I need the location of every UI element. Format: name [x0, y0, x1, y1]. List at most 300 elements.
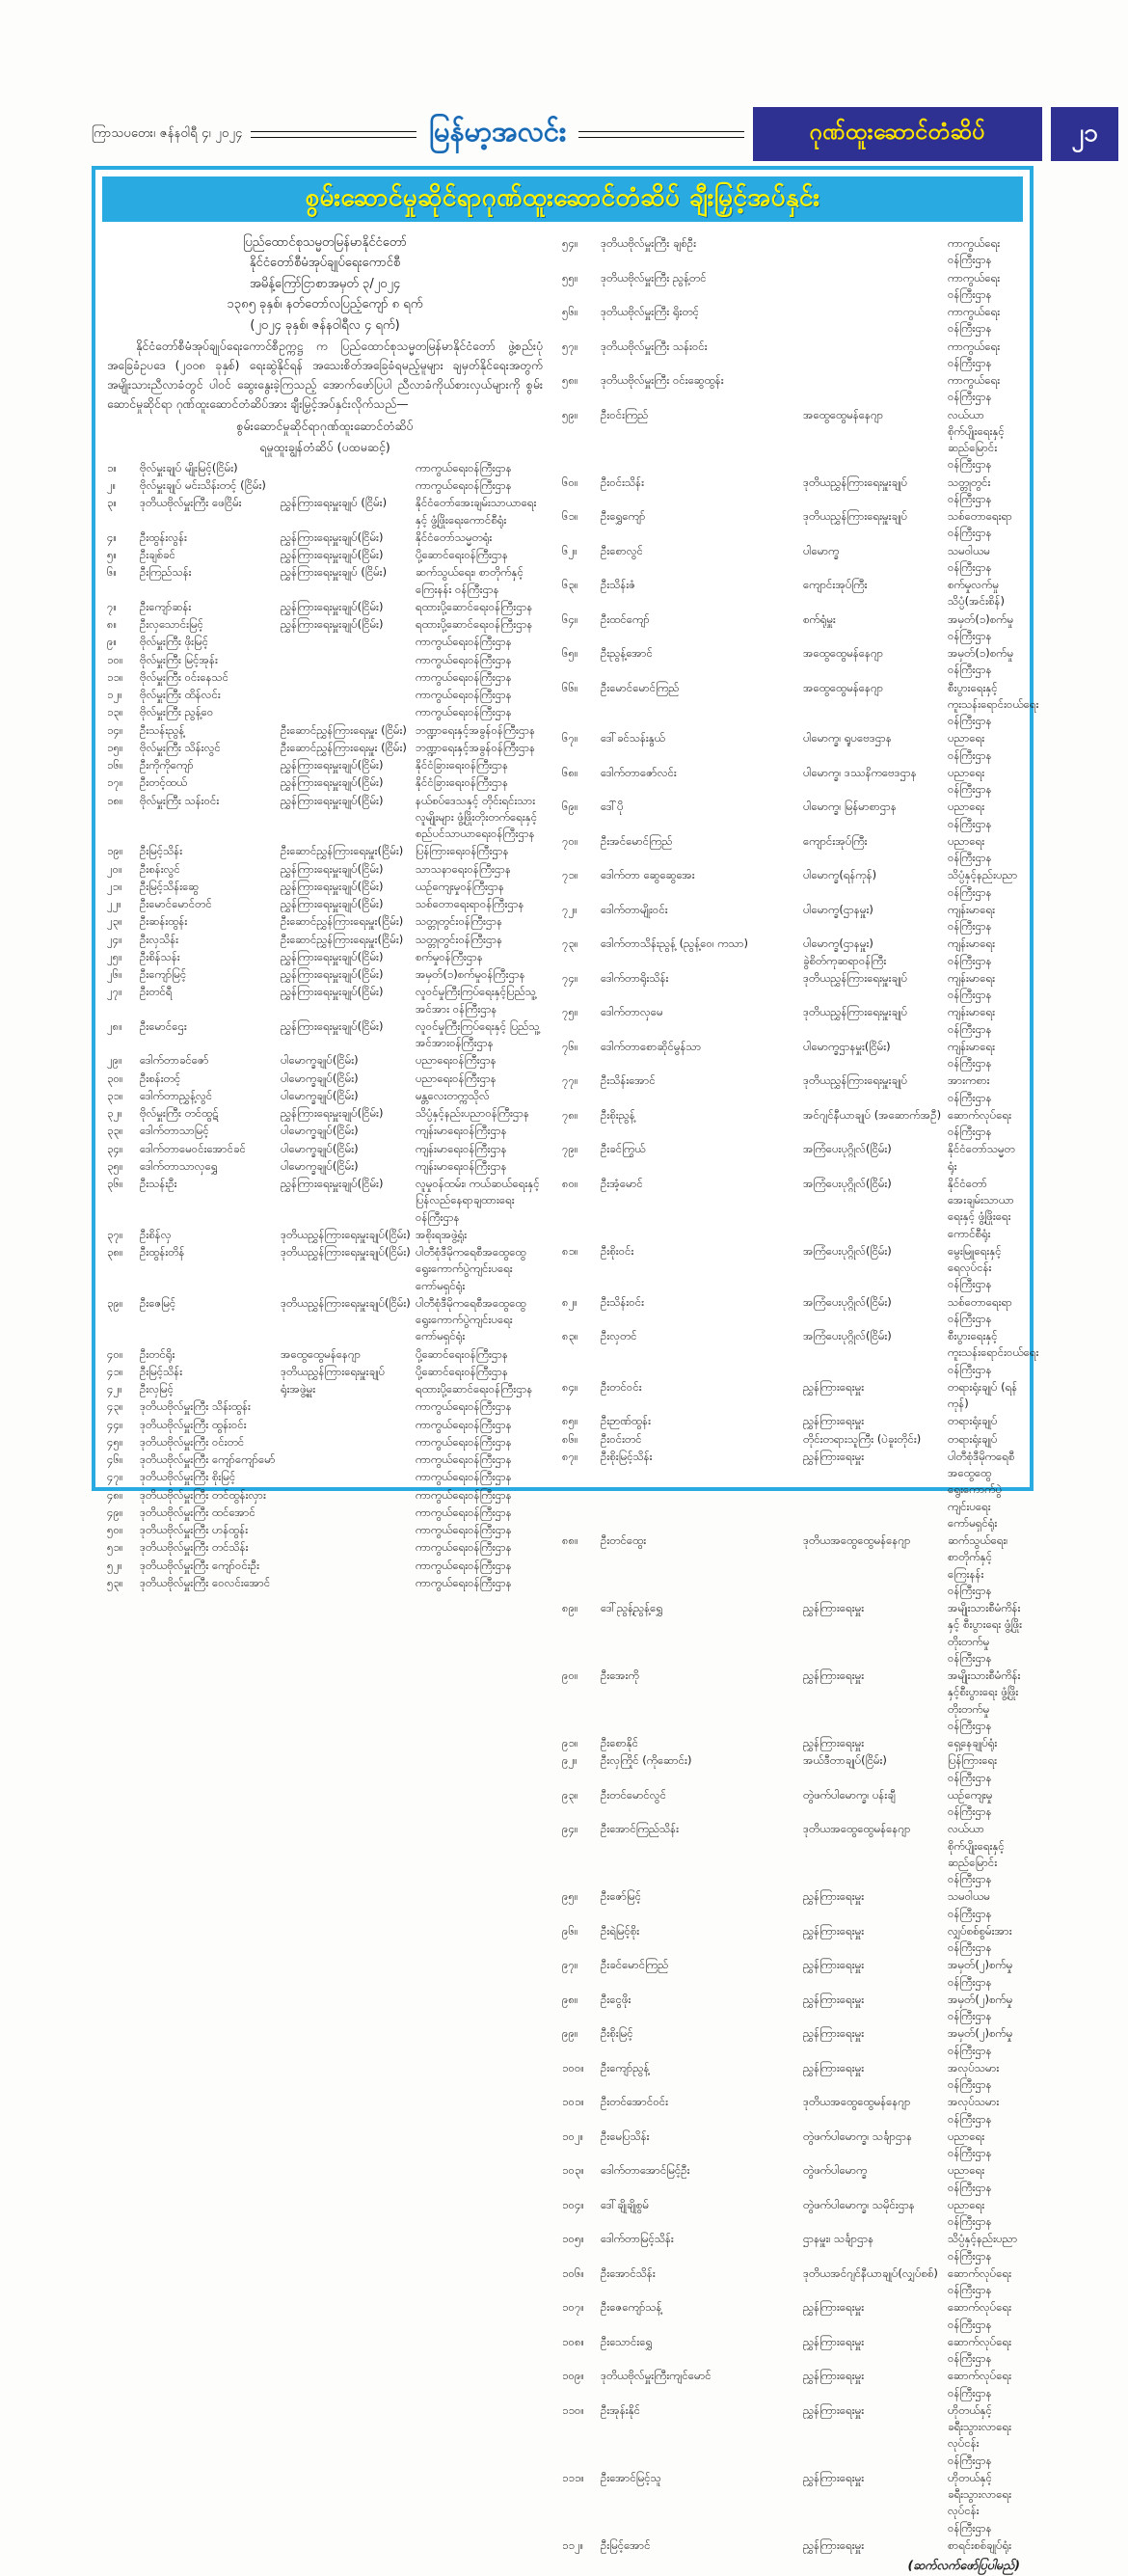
recipient-number: ၈၄။ — [562, 1379, 578, 1394]
recipient-name: ဦးစိုးဝင်း — [601, 1243, 634, 1258]
recipient-title: ညွှန်ကြားရေးမှူးချုပ်(ငြိမ်း) — [281, 861, 384, 876]
recipient-org: နိုင်ငံခြားရေးဝန်ကြီးဌာန — [416, 775, 509, 790]
recipient-row — [562, 867, 1022, 901]
recipient-number: ၁၉။ — [107, 844, 123, 858]
recipient-name: ဦးဇော်မြင့် — [601, 1889, 641, 1904]
recipient-title: ဦးဆောင်ညွှန်ကြားရေးမှူး (ငြိမ်း) — [281, 722, 407, 737]
recipient-org: ရှေ့နေချုပ်ရုံး — [948, 1736, 998, 1749]
recipient-org: ဆက်သွယ်ရေး၊ စာတိုက်နှင့် ကြေးနန်း ဝန်ကြီးဌာန — [416, 565, 524, 596]
recipient-org: အမှတ်(၁)စက်မှုဝန်ကြီးဌာန — [416, 967, 525, 982]
recipient-title: ညွှန်ကြားရေးမှူးချုပ်(ငြိမ်း) — [281, 949, 384, 963]
recipient-title: ဒုတိယညွှန်ကြားရေးမှူးချုပ် — [803, 1005, 908, 1019]
recipient-title: ညွှန်ကြားရေးမှူး — [803, 1992, 865, 2006]
recipient-name: ဦးတင်ရီ — [140, 985, 173, 999]
recipient-number: ၇၁။ — [562, 868, 578, 882]
recipient-row — [562, 1379, 1022, 1413]
recipient-org: ပညာရေးဝန်ကြီးဌာန — [948, 2129, 992, 2159]
recipient-number: ၄။ — [107, 529, 117, 544]
recipient-org: သမဝါယမဝန်ကြီးဌာန — [948, 1889, 992, 1920]
recipient-number: ၇၂။ — [562, 902, 577, 916]
recipient-row — [562, 1787, 1022, 1821]
recipient-org: အမှတ်(၂)စက်မှုဝန်ကြီးဌာန — [948, 1958, 1013, 1989]
recipient-org: သိပ္ပံနှင့်နည်းပညာဝန်ကြီးဌာန — [948, 2232, 1018, 2263]
recipient-name: ဦးသိန်းအောင် — [601, 1073, 656, 1088]
recipient-title: ညွှန်ကြားရေးမှူးချုပ်(ငြိမ်း) — [281, 758, 384, 773]
recipient-row — [562, 1888, 1022, 1922]
recipient-title: ညွှန်ကြားရေးမှူး — [803, 2470, 865, 2484]
recipient-number: ၁၀၇။ — [562, 2300, 584, 2315]
recipient-number: ၁၀။ — [107, 652, 123, 666]
recipient-name: ဒုတိယဗိုလ်မှူးကြီး ညွန့်တင် — [601, 270, 707, 285]
recipient-number: ၁၄။ — [107, 722, 123, 737]
recipient-number: ၆၆။ — [562, 680, 578, 694]
recipient-org: ကာကွယ်ရေးဝန်ကြီးဌာန — [416, 635, 512, 649]
header-rule-left — [251, 131, 416, 138]
recipient-title: အထွေထွေမန်နေဂျာ — [803, 680, 884, 694]
recipient-title: ညွှန်ကြားရေးမှူးချုပ်(ငြိမ်း) — [281, 897, 384, 911]
recipient-number: ၆၂။ — [562, 543, 577, 557]
recipient-org: စက်မှုဝန်ကြီးဌာန — [416, 949, 483, 963]
recipient-row — [562, 407, 1022, 474]
recipient-org: ကျန်းမာရေးဝန်ကြီးဌာန — [416, 1158, 507, 1173]
recipient-title: ပါမောက္ခဌာနမှူး(ငြိမ်း) — [803, 1039, 891, 1053]
recipient-title — [281, 477, 412, 494]
recipient-title: ညွှန်ကြားရေးမှူး — [803, 1958, 865, 1972]
recipient-row — [107, 1417, 543, 1433]
recipient-name: ဦးစိန်လှ — [140, 1227, 172, 1241]
recipient-org: ပါတီစုံဒီမိုကရေစီအထွေထွေ ရွေးကောက်ပွဲကျင်းပရေးကော်မရှင်ရုံး — [416, 1245, 526, 1292]
recipient-name: ဦးဆန်းထွန်း — [140, 914, 188, 929]
recipient-name: ဒုတိယဗိုလ်မှူးကြီး ချစ်ဦး — [601, 236, 697, 250]
recipient-org: ပို့ဆောင်ရေးဝန်ကြီးဌာန — [416, 1346, 508, 1361]
recipient-row — [107, 984, 543, 1017]
recipient-org: ကျန်းမာရေးဝန်ကြီးဌာန — [416, 1124, 507, 1138]
recipient-org: ရထားပို့ဆောင်ရေးဝန်ကြီးဌာန — [416, 599, 533, 613]
recipient-name: ဗိုလ်မှူးကြီး ညွန့်ဝေ — [140, 705, 214, 719]
recipient-number: ၄၁။ — [107, 1364, 123, 1378]
recipient-name: ဒုတိယဗိုလ်မှူးကြီး ကျော်ဝင်းဦး — [140, 1558, 260, 1572]
recipient-org: နယ်စပ်ဒေသနှင့် တိုင်းရင်းသား လူမျိုးများ ဖွံ့ဖြိုးတိုးတက်ရေးနှင့် စည်ပင်သာယာရေးဝန်ကြီးဌာန — [416, 793, 538, 841]
recipient-org: ဆက်သွယ်ရေး၊ စာတိုက်နှင့် ကြေးနန်း ဝန်ကြီးဌာန — [948, 1533, 1008, 1597]
recipient-row — [107, 793, 543, 843]
recipient-row — [562, 577, 1022, 610]
recipient-org: ပညာရေးဝန်ကြီးဌာန — [948, 765, 992, 796]
recipient-name: ဒေါက်တာ ဆွေဆွေအေး — [601, 868, 695, 882]
recipient-title: တွဲဖက်ပါမောက္ခ၊ သမိုင်းဌာန — [803, 2197, 915, 2211]
recipient-number: ၁၀၂။ — [562, 2129, 584, 2143]
recipient-number: ၈၇။ — [562, 1449, 578, 1463]
recipient-row — [107, 616, 543, 633]
recipient-title: ညွှန်ကြားရေးမှူး — [803, 1923, 865, 1938]
recipient-title: ညွှန်ကြားရေးမှူးချုပ်(ငြိမ်း) — [281, 617, 384, 632]
recipient-title: ဦးဆောင်ညွှန်ကြားရေးမှူး(ငြိမ်း) — [281, 844, 404, 858]
recipient-row — [562, 1821, 1022, 1887]
recipient-row — [562, 508, 1022, 542]
recipient-name: ဒေါက်တာညွှန့်လွင် — [140, 1088, 213, 1102]
recipient-number: ၆၄။ — [562, 611, 578, 626]
recipient-row — [562, 1294, 1022, 1328]
recipient-number: ၂၆။ — [107, 967, 122, 982]
recipient-name: ဦးစိုးမြင့်သိန်း — [601, 1449, 653, 1463]
recipient-name: ဦးမြင့်အောင် — [601, 2537, 651, 2552]
recipient-org: စက်မှုလက်မှုသိပ္ပံ(အင်းစိန်) — [948, 578, 1005, 609]
recipient-row — [107, 1244, 543, 1294]
recipient-name: ဒေါက်တာခင်ဇော် — [140, 1053, 209, 1068]
recipient-title: တွဲဖက်ပါမောက္ခ — [803, 2163, 868, 2178]
section-label: ဂုဏ်ထူးဆောင်တံဆိပ် — [809, 120, 986, 145]
recipient-number: ၇၄။ — [562, 970, 578, 985]
recipient-name: ဦးလှသိန်း — [140, 932, 179, 946]
recipient-org: ပညာရေးဝန်ကြီးဌာန — [948, 833, 992, 864]
recipient-name: ဦးလှတင် — [601, 1329, 637, 1342]
recipient-org: ကာကွယ်ရေးဝန်ကြီးဌာန — [416, 1558, 512, 1572]
recipient-row — [107, 634, 543, 650]
recipient-row — [562, 1072, 1022, 1106]
recipient-org: ပြန်ကြားရေးဝန်ကြီးဌာန — [416, 844, 509, 858]
recipient-number: ၅၁။ — [107, 1540, 123, 1555]
recipient-row — [107, 1071, 543, 1087]
article-frame — [92, 166, 1039, 2572]
article-title: စွမ်းဆောင်မှုဆိုင်ရာဂုဏ်ထူးဆောင်တံဆိပ် ချီးမြှင့်အပ်နှင်း — [305, 183, 820, 212]
recipient-name: ဦးတင်မောင်လွင် — [601, 1787, 666, 1802]
recipient-name: ဦးကျော်ဆန်း — [140, 599, 192, 613]
recipient-name: ဒုတိယဗိုလ်မှူးကြီး ဝင်းတင် — [140, 1434, 245, 1449]
recipient-number: ၁၀၆။ — [562, 2265, 584, 2280]
recipient-org: သတ္တုတွင်းဝန်ကြီးဌာန — [416, 932, 503, 946]
recipient-number: ၉၁။ — [562, 1736, 578, 1749]
recipient-org: ရထားပို့ဆောင်ရေးဝန်ကြီးဌာန — [416, 617, 533, 632]
recipient-number: ၂၅။ — [107, 949, 122, 963]
page-number: ၂၁ — [1071, 118, 1098, 148]
recipient-org: ပညာရေးဝန်ကြီးဌာန — [948, 731, 992, 762]
recipient-number: ၈၃။ — [562, 1329, 578, 1342]
recipient-name: ဒေါ်ညွန့်ညွန့်ရွှေ — [601, 1601, 663, 1614]
recipient-name: ဦးသန်းညွန့် — [140, 722, 185, 737]
recipient-name: ဦးကြည်သန်း — [140, 565, 192, 580]
recipient-title — [281, 1417, 412, 1433]
recipient-row — [562, 935, 1022, 969]
recipient-title: ညွှန်ကြားရေးမှူး — [803, 1889, 865, 1904]
recipient-org: လယ်ယာစိုက်ပျိုးရေးနှင့် ဆည်မြောင်း ဝန်ကြီးဌာန — [948, 407, 1005, 472]
recipient-number: ၅၀။ — [107, 1523, 123, 1537]
recipient-number: ၉၂။ — [562, 1753, 577, 1768]
recipient-row — [562, 1328, 1039, 1378]
recipient-title — [803, 304, 944, 338]
recipient-org: ယဉ်ကျေးမှုဝန်ကြီးဌာန — [416, 879, 504, 893]
recipient-name: ဦးဝင်းတင် — [601, 1431, 642, 1446]
recipient-org: လူမှုဝန်ထမ်း၊ ကယ်ဆယ်ရေးနှင့် ပြန်လည်နေရာချထားရေးဝန်ကြီးဌာန — [416, 1177, 540, 1224]
recipient-row — [562, 1141, 1022, 1175]
recipient-number: ၃၈။ — [107, 1245, 123, 1260]
right-column — [562, 232, 1039, 2576]
recipient-title — [281, 1522, 412, 1538]
recipient-row — [562, 730, 1022, 764]
recipient-row — [562, 2537, 1022, 2554]
recipient-name: ဦးအောင်ကြည်သိန်း — [601, 1822, 680, 1836]
recipient-name: ဦးညွန့်အောင် — [601, 646, 653, 660]
recipient-row — [562, 270, 1022, 304]
recipient-number: ၁၇။ — [107, 775, 123, 790]
recipient-row — [562, 2265, 1022, 2299]
recipient-name: ဦးမြင့်သိန်းဆွေ — [140, 879, 200, 893]
recipient-org: လူဝင်မှုကြီးကြပ်ရေးနှင့်ပြည်သူ့အင်အား ဝန်ကြီးဌာန — [416, 985, 536, 1016]
recipient-title: တွဲဖက်ပါမောက္ခ၊ သင်္ချာဌာန — [803, 2129, 913, 2143]
recipient-row — [107, 1487, 543, 1504]
recipient-name: ဦးမြင့်သိန်း — [140, 1364, 183, 1378]
recipient-title: ညွှန်ကြားရေးမှူးချုပ်(ငြိမ်း) — [281, 793, 384, 807]
recipient-row — [107, 1434, 543, 1451]
recipient-name: ဦးမောင်ဌေး — [140, 1018, 187, 1033]
recipient-org: ပို့ဆောင်ရေးဝန်ကြီးဌာန — [416, 1364, 508, 1378]
recipient-row — [107, 477, 543, 494]
recipient-name: ဒေါက်တာသာလှရွှေ — [140, 1158, 218, 1173]
recipient-row — [562, 611, 1022, 645]
recipient-number: ၈၀။ — [562, 1176, 578, 1190]
recipient-name: ဒုတိယဗိုလ်မှူးကြီး ဖေငြိမ်း — [140, 496, 242, 510]
recipient-row — [107, 1052, 543, 1069]
recipient-title: ဒုတိယအထွေထွေမန်နေဂျာ — [803, 1822, 911, 1836]
recipient-title: ဒုတိယညွှန်ကြားရေးမှူးချုပ် — [281, 1364, 386, 1378]
recipient-title: ညွှန်ကြားရေးမှူးချုပ် (ငြိမ်း) — [281, 565, 388, 580]
recipient-org: ပါတီစုံဒီမိုကရေစီအထွေထွေ ရွေးကောက်ပွဲကျင်းပရေးကော်မရှင်ရုံး — [416, 1295, 526, 1343]
recipient-number: ၁၀၄။ — [562, 2197, 584, 2211]
recipient-title — [803, 372, 944, 406]
recipient-title: ပါမောက္ခချုပ်(ငြိမ်း) — [281, 1124, 359, 1138]
recipient-org: ယဉ်ကျေးမှုဝန်ကြီးဌာန — [948, 1787, 993, 1818]
recipient-title — [281, 1487, 412, 1504]
recipient-title: ညွှန်ကြားရေးမှူး — [803, 2060, 865, 2074]
recipient-title: ဒုတိယညွှန်ကြားရေးမှူးချုပ်(ငြိမ်း) — [281, 1295, 411, 1310]
recipient-row — [562, 543, 1022, 577]
recipient-number: ၅၆။ — [562, 305, 578, 318]
recipient-row — [107, 949, 543, 965]
recipient-name: ဒေါက်တာဇော်လင်း — [601, 765, 677, 779]
recipient-title: ဒုတိယအထွေထွေမန်နေဂျာ — [803, 1533, 911, 1547]
recipient-number: ၃၃။ — [107, 1124, 123, 1138]
recipient-row — [562, 680, 1039, 730]
recipient-org: ဘဏ္ဍာရေးနှင့်အခွန်ဝန်ကြီးဌာန — [416, 740, 536, 754]
recipient-title: ညွှန်ကြားရေးမှူး — [803, 2402, 865, 2417]
recipient-name: ဦးအင်မောင်ကြည် — [601, 833, 673, 848]
recipient-row — [562, 2368, 1022, 2401]
recipient-org: ကာကွယ်ရေးဝန်ကြီးဌာန — [948, 305, 1001, 336]
recipient-title — [281, 460, 412, 476]
recipient-name: ဦးလှကြိုင် (ကိုဆောင်း) — [601, 1753, 692, 1768]
recipient-title: အကြံပေးပုဂ္ဂိုလ်(ငြိမ်း) — [803, 1243, 892, 1258]
recipient-org: ဆောက်လုပ်ရေးဝန်ကြီးဌာန — [948, 2369, 1012, 2400]
recipient-org: ကျန်းမာရေးဝန်ကြီးဌာန — [948, 970, 996, 1001]
recipient-title — [803, 270, 944, 304]
recipient-number: ၃၆။ — [107, 1177, 123, 1191]
recipient-number: ၃၂။ — [107, 1106, 122, 1121]
recipient-number: ၈၈။ — [562, 1533, 578, 1547]
recipient-org: ပညာရေးဝန်ကြီးဌာန — [948, 2163, 992, 2194]
recipient-row — [107, 1539, 543, 1556]
recipient-org: သစ်တောရေးရာဝန်ကြီးဌာန — [416, 897, 524, 911]
recipient-name: ဒုတိယဗိုလ်မှူးကြီး ဟန်ထွန်း — [140, 1523, 249, 1537]
recipient-name: ဒေါ်ခင်သန်းနွယ် — [601, 731, 665, 746]
recipient-title: ဦးဆောင်ညွှန်ကြားရေးမှူး(ငြိမ်း) — [281, 932, 404, 946]
recipient-number: ၉၉။ — [562, 2026, 578, 2041]
recipient-org: အမှတ်(၂)စက်မှုဝန်ကြီးဌာန — [948, 1992, 1013, 2022]
recipient-name: ဒေါက်တာသိန်းညွန့် (ညွန့်ဝေ၊ ကသာ) — [601, 936, 748, 951]
recipient-row — [562, 1735, 1022, 1751]
recipient-number: ၆၉။ — [562, 800, 578, 814]
recipient-number: ၉၃။ — [562, 1787, 578, 1802]
recipient-number: ၈၂။ — [562, 1294, 577, 1309]
recipient-row — [107, 460, 543, 476]
recipient-name: ဦးဝင်းသိန်း — [601, 475, 645, 489]
recipient-title: ညွှန်ကြားရေးမှူးချုပ်(ငြိမ်း) — [281, 967, 384, 982]
recipient-row — [562, 1004, 1022, 1038]
recipient-row — [562, 1957, 1022, 1991]
recipient-name: ဦးလှသောင်းမြင့် — [140, 617, 203, 632]
recipient-row — [107, 1398, 543, 1415]
recipient-org: သတ္တုတွင်းဝန်ကြီးဌာန — [416, 914, 503, 929]
recipient-name: ဒုတိယဗိုလ်မှူးကြီးကျင်မောင် — [601, 2369, 712, 2383]
recipient-row — [562, 2060, 1022, 2094]
recipient-list-right — [562, 235, 1039, 2554]
award-list-title: စွမ်းဆောင်မှုဆိုင်ရာဂုဏ်ထူးဆောင်တံဆိပ် — [236, 418, 414, 433]
header-rule-right — [578, 131, 744, 138]
recipient-title: ညွှန်ကြားရေးမှူးချုပ်(ငြိမ်း) — [281, 879, 384, 893]
recipient-title: ဦးဆောင်ညွှန်ကြားရေးမှူး(ငြိမ်း) — [281, 914, 404, 929]
recipient-row — [107, 1505, 543, 1521]
recipient-title: ဒုတိယညွှန်ကြားရေးမှူးချုပ်(ငြိမ်း) — [281, 1227, 411, 1241]
recipient-row — [107, 757, 543, 773]
recipient-row — [107, 896, 543, 912]
recipient-number: ၇၃။ — [562, 936, 578, 951]
recipient-title: အထွေထွေမန်နေဂျာ — [803, 407, 884, 421]
recipient-name: ဦးအောင်သိန်း — [601, 2265, 656, 2280]
recipient-row — [562, 2129, 1022, 2162]
recipient-title: ညွှန်ကြားရေးမှူးချုပ်(ငြိမ်း) — [281, 1177, 384, 1191]
recipient-org: ကျန်းမာရေးဝန်ကြီးဌာန — [948, 936, 996, 967]
recipient-org: နိုင်ငံတော်အေးချမ်းသာယာရေးနှင့် ဖွံ့ဖြိုးရေးကောင်စီရုံး — [948, 1176, 1014, 1240]
recipient-org: ပို့ဆောင်ရေးဝန်ကြီးဌာန — [416, 548, 508, 562]
recipient-org: ဟိုတယ်နှင့်ခရီးသွားလာရေးလုပ်ငန်း ဝန်ကြီးဌာန — [948, 2470, 1012, 2535]
recipient-row — [107, 1158, 543, 1175]
recipient-org: ကာကွယ်ရေးဝန်ကြီးဌာန — [416, 1505, 512, 1519]
recipient-org: ကာကွယ်ရေးဝန်ကြီးဌာန — [416, 1540, 512, 1555]
recipient-name: ဒုတိယဗိုလ်မှူးကြီး တင်သိန်း — [140, 1540, 249, 1555]
recipient-row — [107, 861, 543, 878]
recipient-row — [562, 1039, 1022, 1072]
recipient-number: ၄၉။ — [107, 1505, 123, 1519]
recipient-row — [107, 879, 543, 895]
recipient-title: ကျောင်းအုပ်ကြီး — [803, 578, 868, 591]
recipient-org: အမျိုးသားစီမံကိန်းနှင့်စီးပွားရေး ဖွံ့ဖြိုးတိုးတက်မှုဝန်ကြီးဌာန — [948, 1668, 1021, 1732]
recipient-title: ညွှန်ကြားရေးမှူး — [803, 1736, 865, 1749]
recipient-org: စာရင်းစစ်ချုပ်ရုံး — [948, 2537, 1012, 2552]
recipient-title: ပါမောက္ခချုပ်(ငြိမ်း) — [281, 1158, 359, 1173]
recipient-name: ဦးကိုကိုကျော် — [140, 758, 194, 773]
recipient-org: ကာကွယ်ရေးဝန်ကြီးဌာန — [416, 478, 512, 493]
recipient-title — [803, 339, 944, 372]
recipient-org: ကာကွယ်ရေးဝန်ကြီးဌာန — [416, 688, 512, 702]
recipient-number: ၁၀၃။ — [562, 2163, 584, 2178]
recipient-title: အထွေထွေမန်နေဂျာ — [281, 1346, 362, 1361]
recipient-org: ကာကွယ်ရေးဝန်ကြီးဌာန — [416, 1487, 512, 1502]
recipient-name: ဒေါက်တာမျိုးဝင်း — [601, 902, 668, 916]
recipient-name: ဦးမေပြသိန်း — [601, 2129, 650, 2143]
recipient-title: ပါမောက္ခချုပ်(ငြိမ်း) — [281, 1053, 359, 1068]
recipient-name: ဦးခင်ကြွယ် — [601, 1142, 646, 1156]
recipient-title: ညွှန်ကြားရေးမှူး — [803, 2369, 865, 2383]
recipient-row — [562, 2231, 1022, 2264]
recipient-row — [107, 722, 543, 739]
recipient-name: ဒုတိယဗိုလ်မှူးကြီး တင်ထွန်းလှား — [140, 1487, 266, 1502]
recipient-number: ၁၁၀။ — [562, 2402, 584, 2417]
recipient-title: စက်ရုံမှူး — [803, 611, 836, 626]
recipient-title: ပါမောက္ခချုပ်(ငြိမ်း) — [281, 1141, 359, 1155]
recipient-org: ရထားပို့ဆောင်ရေးဝန်ကြီးဌာန — [416, 1382, 533, 1396]
recipient-title: ပါမောက္ခချုပ်(ငြိမ်း) — [281, 1088, 359, 1102]
recipient-title: ညွှန်ကြားရေးမှူးချုပ်(ငြိမ်း) — [281, 985, 384, 999]
recipient-name: ဦးလှမြင့် — [140, 1382, 174, 1396]
recipient-org: ကာကွယ်ရေးဝန်ကြီးဌာန — [416, 1452, 512, 1467]
recipient-number: ၁၆။ — [107, 758, 123, 773]
recipient-title: အကြံပေးပုဂ္ဂိုလ်(ငြိမ်း) — [803, 1142, 892, 1156]
recipient-name: ဒုတိယဗိုလ်မှူးကြီး သိန်းထွန်း — [140, 1399, 251, 1414]
recipient-title — [281, 652, 412, 668]
recipient-title: အင်ဂျင်နီယာချုပ် (အဆောက်အဦ) — [803, 1107, 942, 1122]
section-label-box — [753, 107, 1042, 161]
recipient-number: ၉၀။ — [562, 1668, 578, 1682]
recipient-org: ကာကွယ်ရေးဝန်ကြီးဌာန — [416, 1434, 512, 1449]
recipient-title: တိုင်းတရားသူကြီး (ပဲခူးတိုင်း) — [803, 1431, 922, 1446]
recipient-number: ၅။ — [107, 548, 117, 562]
recipient-title: ညွှန်ကြားရေးမှူးချုပ်(ငြိမ်း) — [281, 529, 384, 544]
recipient-name: ဦးစောနိုင် — [601, 1736, 639, 1749]
recipient-org: သာသနာရေးဝန်ကြီးဌာန — [416, 861, 511, 876]
recipient-org: အလုပ်သမားဝန်ကြီးဌာန — [948, 2060, 1000, 2091]
recipient-number: ၂၂။ — [107, 897, 121, 911]
recipient-number: ၅၉။ — [562, 407, 578, 421]
recipient-number: ၆။ — [107, 565, 117, 580]
recipient-row — [562, 475, 1022, 508]
recipient-name: ဗိုလ်မှူးကြီး ဖိုးမြင့် — [140, 635, 208, 649]
recipient-name: ဗိုလ်မှူးချုပ် မျိုးမြင့်(ငြိမ်း) — [140, 460, 238, 475]
recipient-name: ဦးကျော်မြင့် — [140, 967, 187, 982]
recipient-name: ဦးသိန်းဇံ — [601, 578, 636, 591]
recipient-row — [562, 1992, 1022, 2025]
recipient-row — [107, 1141, 543, 1157]
recipient-name: ဦးကျော်ညွန့် — [601, 2060, 650, 2074]
announcement-body: နိုင်ငံတော်စီမံအုပ်ချုပ်ရေးကောင်စီဥက္ကဋ္ဌ က ပြည်ထောင်စုသမ္မတမြန်မာနိုင်ငံတော် ဖွဲ့စည်းပုံအခြေခံဥပဒေ (၂၀၀၈ ခုနှစ်) ရေးဆွဲနိုင်ရန် အသေးစိတ်အခြေခံရမည့်မူများ ချမှတ်နိုင်ရေးအတွက် အမျိုးသားညီလာခံတွင် ပါဝင် ဆွေးနွေးခဲ့ကြသည့် အောက်ဖော်ပြပါ ညီလာခံကိုယ်စားလှယ်များကို စွမ်းဆောင်မှုဆိုင်ရာ ဂုဏ်ထူးဆောင်တံဆိပ်အား ချီးမြှင့်အပ်နှင်းလိုက်သည်— — [107, 339, 543, 411]
recipient-row — [562, 2162, 1022, 2196]
recipient-org: လူဝင်မှုကြီးကြပ်ရေးနှင့် ပြည်သူ့ အင်အားဝန်ကြီးဌာန — [416, 1018, 540, 1050]
recipient-org: ပါတီစုံဒီမိုကရေစီအထွေထွေ ရွေးကောက်ပွဲကျင်းပရေးကော်မရှင်ရုံး — [948, 1449, 1015, 1530]
recipient-title: ညွှန်ကြားရေးမှူး — [803, 1668, 865, 1682]
recipient-row — [107, 495, 543, 529]
recipient-row — [107, 966, 543, 983]
recipient-name: ဒေါက်တာမေဝင်းအောင်ခင် — [140, 1141, 246, 1155]
recipient-row — [562, 799, 1022, 832]
recipient-org: ကျန်းမာရေးဝန်ကြီးဌာန — [948, 1039, 996, 1070]
recipient-row — [562, 235, 1022, 269]
recipient-row — [107, 547, 543, 563]
recipient-name: ဦးအောင်မြင့်သူ — [601, 2470, 661, 2484]
recipient-name: ဦးစိုးမြင့် — [601, 2026, 633, 2041]
recipient-number: ၂၇။ — [107, 985, 122, 999]
recipient-org: သတ္တုတွင်းဝန်ကြီးဌာန — [948, 475, 992, 505]
recipient-org: သမဝါယမဝန်ကြီးဌာန — [948, 543, 992, 574]
recipient-number: ၇။ — [107, 599, 117, 613]
recipient-name: ဒုတိယဗိုလ်မှူးကြီး ရိုးတင့် — [601, 305, 700, 318]
recipient-name: ဦးတင့်ထယ် — [140, 775, 188, 790]
recipient-number: ၁၃။ — [107, 705, 123, 719]
